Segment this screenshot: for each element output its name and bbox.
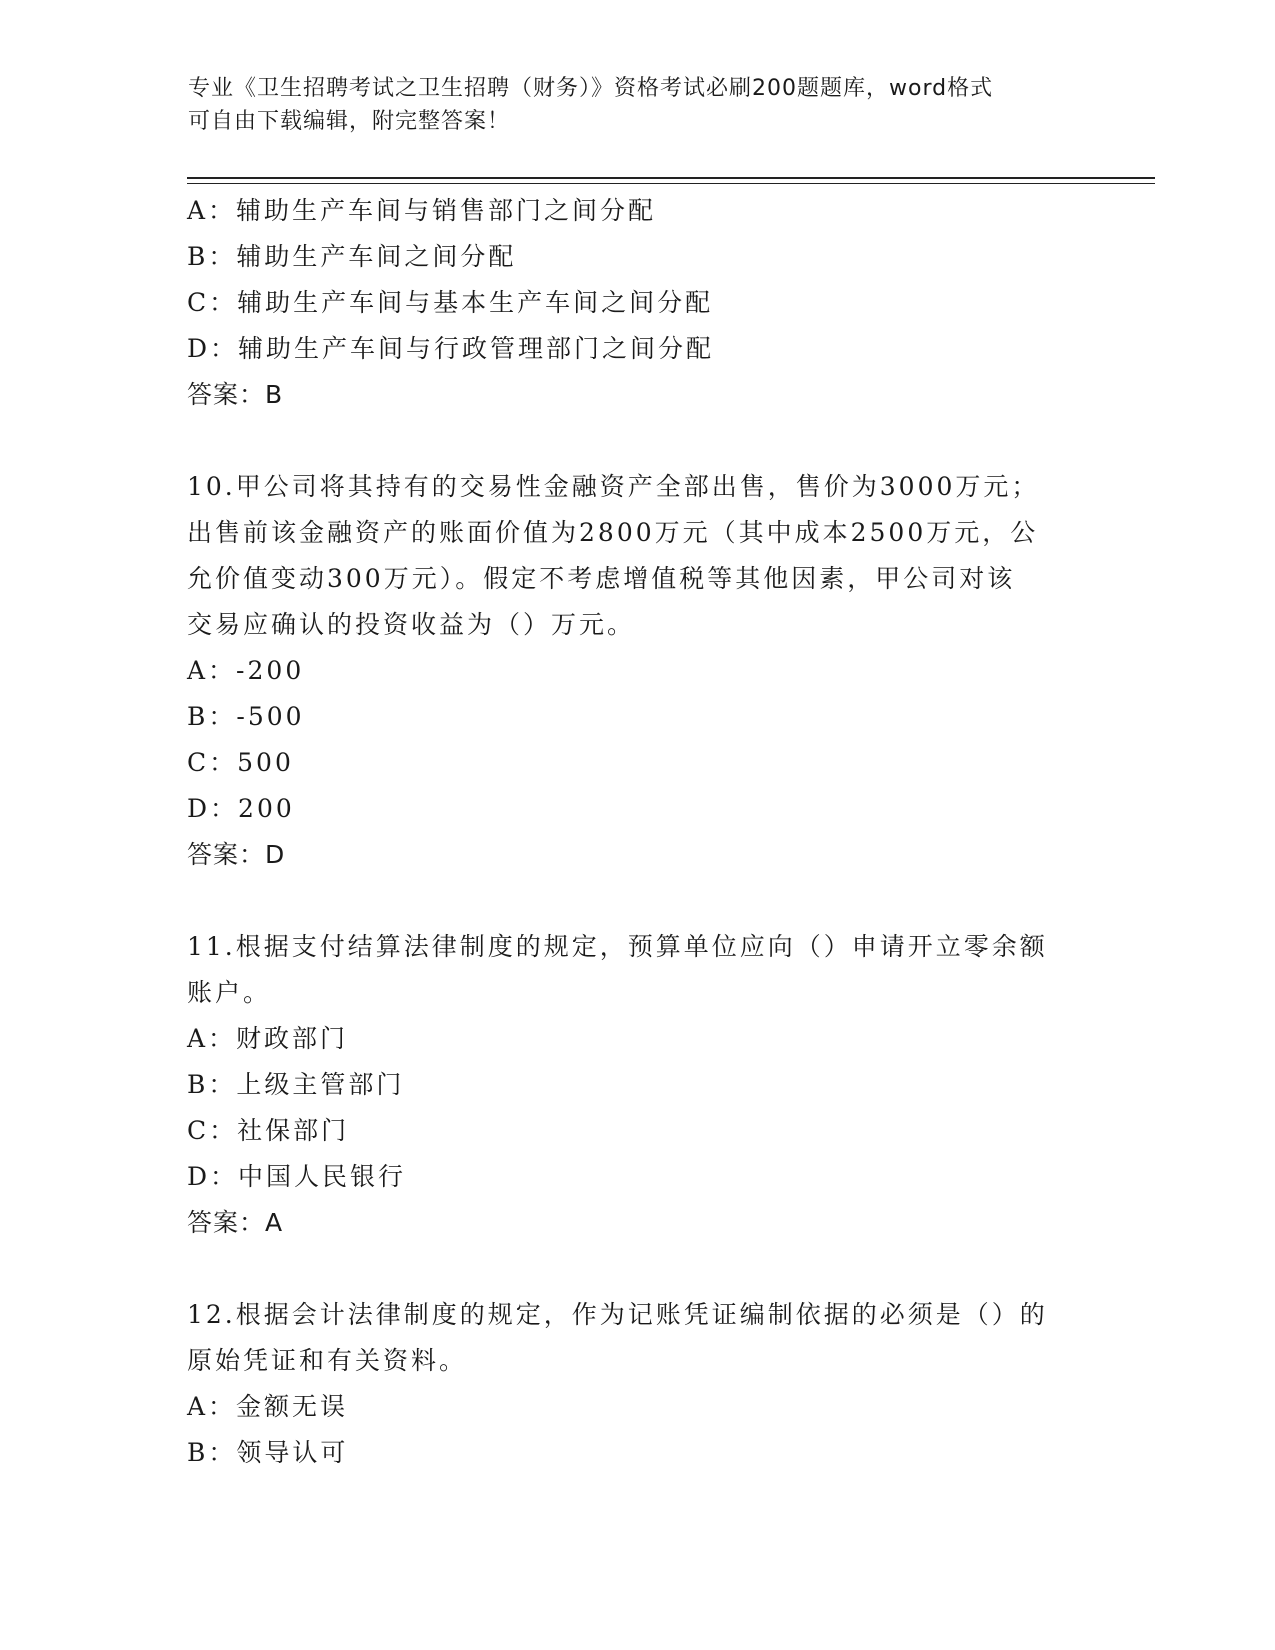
header-divider-thin: [187, 183, 1155, 184]
header-line-1: 专业《卫生招聘考试之卫生招聘（财务）》资格考试必刷200题题库，word格式: [188, 76, 994, 101]
document-header: [188, 72, 1068, 138]
option-c: C：社保部门: [187, 1116, 350, 1145]
answer: 答案：A: [187, 1208, 284, 1237]
option-a: A：财政部门: [187, 1024, 349, 1053]
question-stem-line: 交易应确认的投资收益为（）万元。: [187, 610, 636, 639]
option-b: B：领导认可: [187, 1438, 349, 1467]
option-c: C：500: [187, 748, 294, 777]
option-c: C：辅助生产车间与基本生产车间之间分配: [187, 288, 714, 317]
option-b: B：辅助生产车间之间分配: [187, 242, 517, 271]
question-12: [187, 1292, 1087, 1476]
header-line-2: 可自由下载编辑，附完整答案！: [188, 109, 511, 134]
option-a: A：金额无误: [187, 1392, 349, 1421]
option-d: D：辅助生产车间与行政管理部门之间分配: [187, 334, 715, 363]
option-b: B：上级主管部门: [187, 1070, 405, 1099]
option-a: A：辅助生产车间与销售部门之间分配: [187, 196, 657, 225]
question-stem-line: 允价值变动300万元）。假定不考虑增值税等其他因素，甲公司对该: [187, 564, 1016, 593]
question-stem-line: 账户。: [187, 978, 272, 1007]
question-11: [187, 924, 1087, 1246]
option-d: D：200: [187, 794, 295, 823]
question-10: [187, 464, 1087, 878]
question-content: [187, 188, 1087, 1476]
option-b: B：-500: [187, 702, 305, 731]
question-stem-line: 11.根据支付结算法律制度的规定，预算单位应向（）申请开立零余额: [187, 932, 1048, 961]
question-stem-line: 10.甲公司将其持有的交易性金融资产全部出售，售价为3000万元；: [187, 472, 1040, 501]
answer: 答案：B: [187, 380, 284, 409]
question-stem-line: 原始凭证和有关资料。: [187, 1346, 468, 1375]
question-stem-line: 12.根据会计法律制度的规定，作为记账凭证编制依据的必须是（）的: [187, 1300, 1048, 1329]
header-divider-thick: [187, 177, 1155, 179]
answer: 答案：D: [187, 840, 286, 869]
option-a: A：-200: [187, 656, 305, 685]
option-d: D：中国人民银行: [187, 1162, 407, 1191]
question-9: [187, 188, 1087, 418]
question-stem-line: 出售前该金融资产的账面价值为2800万元（其中成本2500万元，公: [187, 518, 1039, 547]
